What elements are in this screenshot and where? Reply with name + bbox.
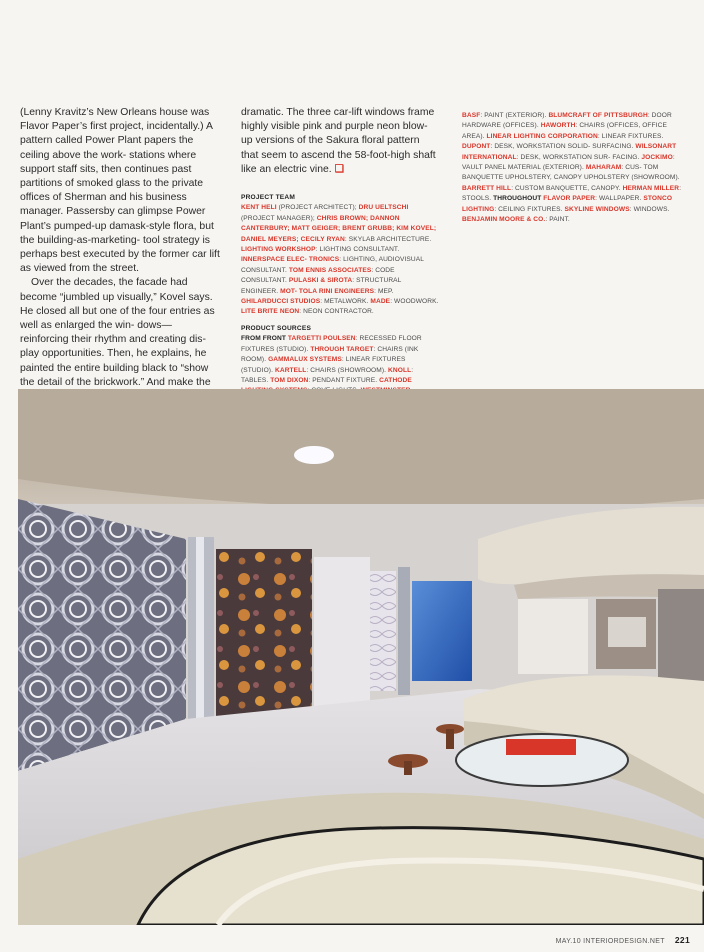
credit-role: : CODE CONSULTANT. [241, 266, 395, 285]
credit-role: : CHAIRS (OFFICES, OFFICE AREA). [462, 122, 667, 140]
credit-firm: INNERSPACE ELEC- TRONICS [241, 256, 340, 264]
credit-entry [564, 206, 669, 213]
product-sources-heading: PRODUCT SOURCES [241, 324, 312, 332]
credit-role: : CHAIRS (INK ROOM). [241, 345, 419, 364]
paragraph: Over the decades, the facade had become “jumbled up visually,” Kovel says. He closed all but one of the four entries as well as enlarged the win- dows—reinforcing their rhythm and creating dis- play opportunities. Then, he explains, he painted the entire building black to “show the detail of the brickwork.” And make the [20, 277, 215, 388]
credit-firm: LIGHTING WORKSHOP [241, 246, 316, 254]
credit-role: : LIGHTING CONSULTANT. [315, 246, 400, 254]
credit-entry [280, 288, 394, 295]
credit-firm: KARTELL [274, 366, 307, 374]
credit-firm: HERMAN MILLER [622, 184, 680, 192]
project-team-list [241, 203, 439, 317]
credit-role: : DESK, WORKSTATION SUR- FACING. [516, 153, 642, 161]
credit-role: : CEILING FIXTURES. [494, 205, 565, 213]
credit-firm: MADE [370, 298, 391, 306]
credit-firm: STONCO LIGHTING [462, 195, 673, 213]
credit-role: : CHAIRS (SHOWROOM). [306, 366, 389, 374]
credit-entry [462, 112, 548, 119]
credit-firm: TOM ENNIS ASSOCIATES [288, 266, 372, 274]
article-body [20, 106, 220, 404]
credit-firm: LITE BRITE NEON [241, 308, 300, 316]
article-column-2 [241, 106, 439, 413]
credit-firm: TOM DIXON [270, 376, 309, 384]
credit-firm: KENT HELI [241, 204, 277, 212]
credit-entry [241, 298, 370, 305]
credit-role: : LINEAR FIXTURES (STUDIO). [241, 356, 406, 374]
credit-entry [493, 195, 643, 202]
credit-firm: DUPONT [462, 143, 491, 151]
credit-firm: MAHARAM [585, 164, 622, 172]
page-footer [556, 935, 690, 945]
credit-firm: FLAVOR PAPER [543, 195, 596, 203]
article-column-1 [20, 106, 220, 404]
paragraph-text: dramatic. The three car-lift windows frame highly visible pink and purple neon blow-up versions of the Sakura floral pattern that seem to ascend the 58-foot-high shaft like an electric vine. [241, 107, 436, 175]
credit-entry [241, 246, 399, 253]
credit-role: : PAINT. [545, 216, 570, 224]
credit-entry [462, 143, 635, 150]
paragraph [241, 106, 439, 177]
credit-firm: SKYLINE WINDOWS [564, 205, 630, 213]
credit-firm: THROUGH TARGET [310, 345, 374, 353]
article-column-3 [462, 111, 690, 225]
credit-firm: HAWORTH [540, 122, 576, 130]
credit-firm: BASF [462, 112, 481, 119]
credit-role: (PROJECT MANAGER); [241, 214, 317, 222]
interior-photograph [18, 389, 704, 925]
credit-role: : TABLES. [241, 366, 414, 384]
credit-role: : DESK, WORKSTATION SOLID- SURFACING. [490, 143, 636, 151]
credit-entry [270, 377, 379, 384]
credit-firm: BENJAMIN MOORE & CO. [462, 216, 546, 224]
credit-role: : DOOR HARDWARE (OFFICES). [462, 112, 672, 130]
credit-role: : CUS- TOM BANQUETTE UPHOLSTERY, CANOPY UPHOLSTERY (SHOWROOM). [462, 164, 680, 182]
website: INTERIORDESIGN.NET [583, 938, 665, 945]
credit-role: : CUSTOM BANQUETTE, CANOPY. [511, 184, 623, 192]
credit-role: : RECESSED FLOOR FIXTURES (STUDIO). [241, 335, 422, 353]
credit-role: : WOODWORK. [390, 298, 439, 306]
project-team-heading: PROJECT TEAM [241, 194, 296, 202]
credit-firm: CATHODE [379, 376, 412, 384]
credit-entry [241, 308, 374, 315]
credit-role: : STRUCTURAL ENGINEER. [241, 277, 402, 295]
credit-firm: JOCKIMO [641, 153, 673, 161]
credits-block [241, 193, 439, 407]
page-number: 221 [674, 935, 690, 945]
credit-role: : SKYLAB ARCHITECTURE. [344, 235, 432, 243]
credit-firm: TARGETTI POULSEN [287, 335, 356, 343]
credit-firm: GHILARDUCCI STUDIOS [241, 298, 321, 306]
credit-role: : WALLPAPER. [595, 195, 644, 203]
credit-firm: PULASKI & SIROTA [288, 277, 353, 285]
credit-firm: BLUMCRAFT OF PITTSBURGH [548, 112, 648, 119]
credit-firm: BARRETT HILL [462, 184, 512, 192]
credit-lead: FROM FRONT [241, 335, 288, 343]
credit-firm: DRU UELTSCHI [358, 204, 409, 212]
credit-role: : METALWORK. [320, 298, 371, 306]
credit-entry [370, 298, 438, 305]
credit-entry [241, 204, 359, 211]
credit-firm: KNOLL [388, 366, 412, 374]
credit-role: : WINDOWS. [629, 205, 670, 213]
credit-role: : LINEAR FIXTURES. [597, 132, 664, 140]
issue-date: MAY.10 [555, 938, 581, 945]
credit-entry [462, 185, 623, 192]
credit-role: : VAULT PANEL MATERIAL (EXTERIOR). [462, 153, 675, 172]
credit-role: (PROJECT ARCHITECT); [276, 204, 359, 212]
credit-entry [462, 216, 570, 223]
credit-role: : PAINT (EXTERIOR). [480, 112, 549, 119]
article-body-end [241, 106, 439, 177]
credit-firm: LINEAR LIGHTING CORPORATION [486, 132, 598, 140]
credit-firm: WILSONART INTERNATIONAL [462, 143, 677, 161]
credit-firm: MOT- TOLA RINI ENGINEERS [280, 287, 375, 295]
credit-role: : MEP. [374, 287, 394, 295]
end-mark-icon: ❏ [334, 163, 344, 175]
credit-firm: CHRIS BROWN; DANNON CANTERBURY; MATT GEIGER; BRENT GRUBB; KIM KOVEL; DANIEL MEYERS; CECILY RYAN [241, 214, 437, 243]
credit-lead: THROUGHOUT [493, 195, 544, 203]
product-sources-continued [462, 111, 690, 225]
paragraph: (Lenny Kravitz’s New Orleans house was Flavor Paper’s first project, incidentally.) A pattern called Power Plant papers the ceiling above the work- stations where support staff sits, then continues past partitions of smoked glass to the private offices of Sherman and his business manager. Passersby can glimpse Power Plant’s pumped-up damask-style flora, but the building-as-marketing- tool strategy is perhaps best executed by the former car lift as viewed from the street. [20, 107, 220, 275]
credit-entry [275, 367, 388, 374]
credit-role: : NEON CONTRACTOR. [299, 308, 374, 316]
credit-firm: GAMMALUX SYSTEMS [268, 356, 342, 364]
credit-entry [487, 133, 664, 140]
credit-role: : LIGHTING, AUDIOVISUAL CONSULTANT. [241, 256, 424, 274]
credit-role: : STOOLS. [462, 184, 682, 203]
credit-role: : PENDANT FIXTURE. [308, 376, 380, 384]
